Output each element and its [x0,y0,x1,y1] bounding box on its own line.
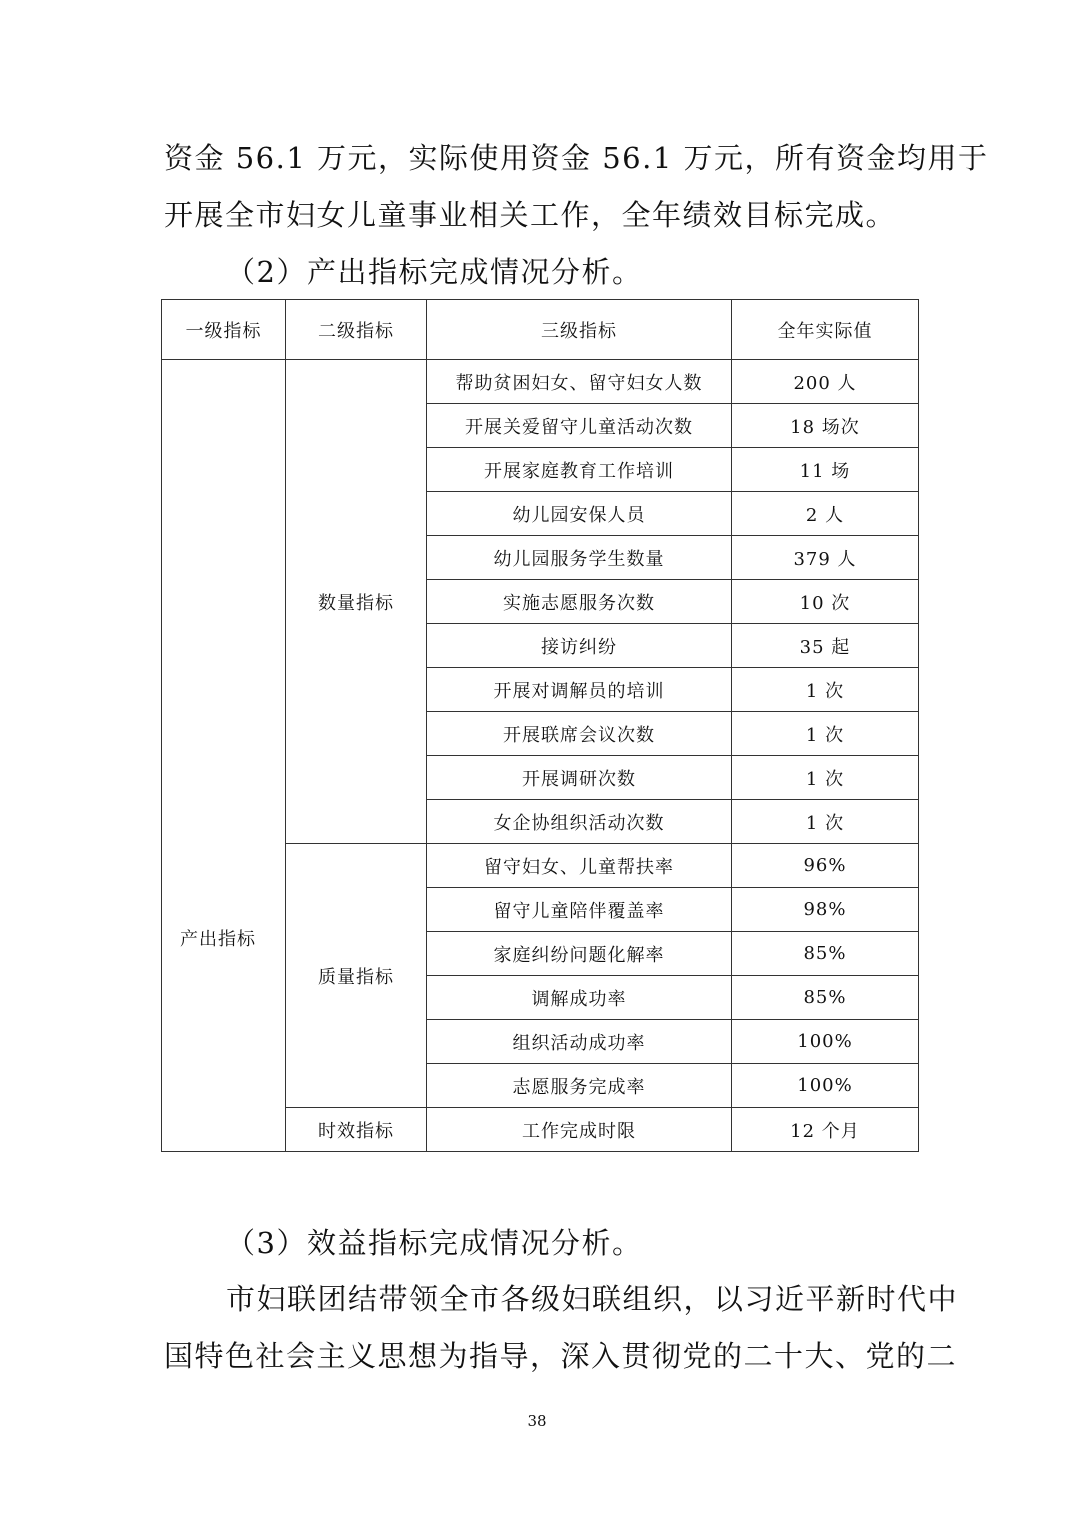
value-cell: 1 次 [732,668,919,712]
level2-cell: 时效指标 [286,1108,427,1152]
indicator-cell: 志愿服务完成率 [427,1064,732,1108]
table-row [162,360,919,404]
intro-paragraph-line-1: 资金 56.1 万元，实际使用资金 56.1 万元，所有资金均用于 [164,141,989,175]
value-cell: 379 人 [732,536,919,580]
value-cell: 11 场 [732,448,919,492]
indicator-cell: 实施志愿服务次数 [427,580,732,624]
value-cell: 18 场次 [732,404,919,448]
table-header-row [162,300,919,360]
value-cell: 35 起 [732,624,919,668]
indicator-cell: 工作完成时限 [427,1108,732,1152]
value-cell: 85% [732,932,919,976]
indicator-cell: 开展关爱留守儿童活动次数 [427,404,732,448]
value-cell: 100% [732,1064,919,1108]
indicator-cell: 调解成功率 [427,976,732,1020]
value-cell: 2 人 [732,492,919,536]
value-cell: 100% [732,1020,919,1064]
indicator-cell: 留守妇女、儿童帮扶率 [427,844,732,888]
value-cell: 1 次 [732,756,919,800]
indicator-cell: 开展对调解员的培训 [427,668,732,712]
level2-cell: 数量指标 [286,360,427,844]
indicator-cell: 幼儿园安保人员 [427,492,732,536]
indicator-cell: 开展联席会议次数 [427,712,732,756]
page-number: 38 [527,1412,547,1430]
indicator-cell: 家庭纠纷问题化解率 [427,932,732,976]
value-cell: 98% [732,888,919,932]
level2-cell: 质量指标 [286,844,427,1108]
value-cell: 1 次 [732,712,919,756]
value-cell: 10 次 [732,580,919,624]
indicator-table [161,299,919,1152]
header-level3: 三级指标 [427,300,732,360]
indicator-cell: 留守儿童陪伴覆盖率 [427,888,732,932]
header-actual-value: 全年实际值 [732,300,919,360]
level1-cell: 产出指标 [162,360,286,1152]
intro-paragraph-line-2: 开展全市妇女儿童事业相关工作，全年绩效目标完成。 [164,198,897,232]
header-level2: 二级指标 [286,300,427,360]
section-heading-benefit: （3）效益指标完成情况分析。 [226,1226,643,1260]
indicator-cell: 帮助贫困妇女、留守妇女人数 [427,360,732,404]
indicator-cell: 组织活动成功率 [427,1020,732,1064]
header-level1: 一级指标 [162,300,286,360]
indicator-cell: 女企协组织活动次数 [427,800,732,844]
section-heading-output: （2）产出指标完成情况分析。 [226,255,643,289]
indicator-cell: 开展家庭教育工作培训 [427,448,732,492]
value-cell: 96% [732,844,919,888]
body-paragraph-line-1: 市妇联团结带领全市各级妇联组织，以习近平新时代中 [226,1282,959,1316]
indicator-cell: 接访纠纷 [427,624,732,668]
value-cell: 12 个月 [732,1108,919,1152]
indicator-table-body [162,300,919,1152]
value-cell: 200 人 [732,360,919,404]
body-paragraph-line-2: 国特色社会主义思想为指导，深入贯彻党的二十大、党的二 [164,1339,958,1373]
value-cell: 1 次 [732,800,919,844]
indicator-cell: 开展调研次数 [427,756,732,800]
indicator-cell: 幼儿园服务学生数量 [427,536,732,580]
value-cell: 85% [732,976,919,1020]
